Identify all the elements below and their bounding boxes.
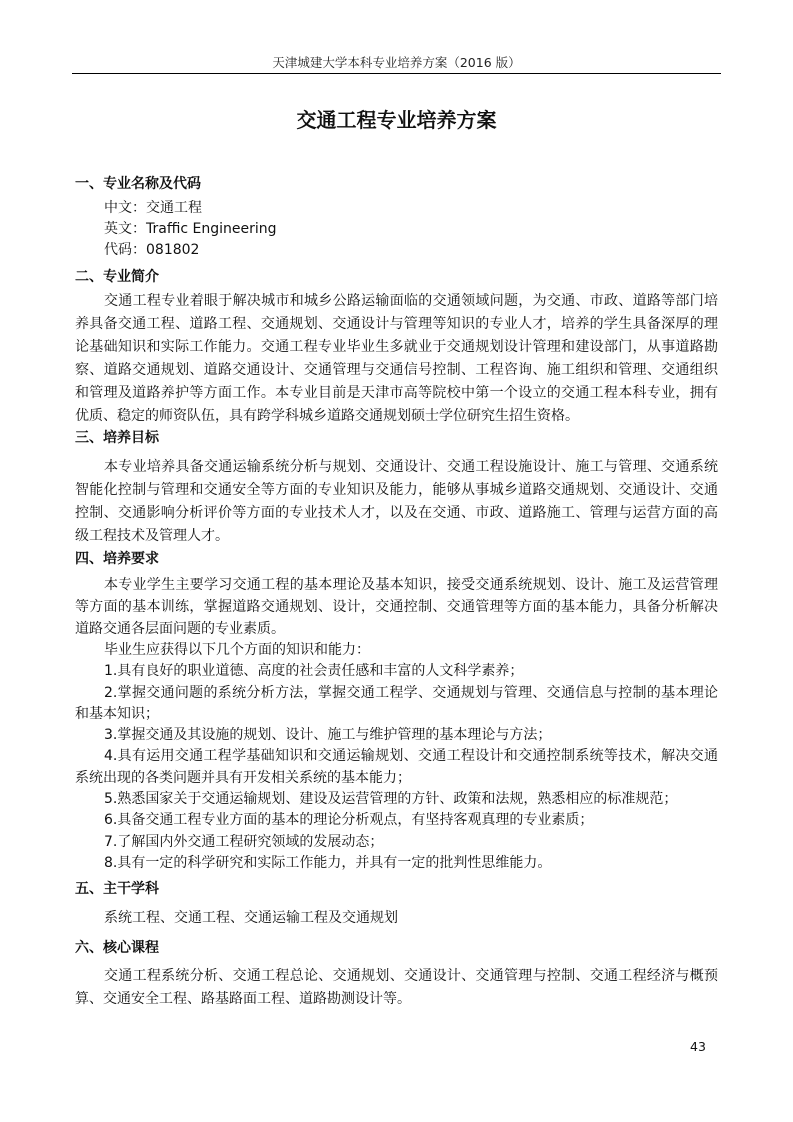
list-intro: 毕业生应获得以下几个方面的知识和能力：: [104, 642, 370, 658]
english-name: 英文：Traffic Engineering: [104, 221, 277, 237]
list-item: 7.了解国内外交通工程研究领域的发展动态；: [104, 833, 384, 850]
major-code: 代码：081802: [104, 242, 200, 258]
page-number: 43: [690, 1039, 706, 1054]
section-heading: 五、主干学科: [75, 881, 159, 897]
list-item: 5.熟悉国家关于交通运输规划、建设及运营管理的方针、政策和法规，熟悉相应的标准规范；: [104, 791, 678, 808]
section-2: [75, 266, 718, 428]
section-heading: 二、专业简介: [75, 269, 159, 285]
list-item: 4.具有运用交通工程学基础知识和交通运输规划、交通工程设计和交通控制系统等技术，解决交通系统出现的各类问题并具有开发相关系统的基本能力；: [75, 748, 718, 786]
section-3: [75, 427, 718, 548]
paragraph: 本专业学生主要学习交通工程的基本理论及基本知识，接受交通系统规划、设计、施工及运营管理等方面的基本训练，掌握道路交通规划、设计，交通控制、交通管理等方面的基本能力，具备分析解决道路交通各层面问题的专业素质。: [75, 577, 718, 637]
list-item: 8.具有一定的科学研究和实际工作能力，并具有一定的批判性思维能力。: [104, 854, 552, 871]
page-title: 交通工程专业培养方案: [296, 108, 497, 132]
paragraph: 本专业培养具备交通运输系统分析与规划、交通设计、交通工程设施设计、施工与管理、交通系统智能化控制与管理和交通安全等方面的专业知识及能力，能够从事城乡道路交通规划、交通设计、交通控制、交通影响分析评价等方面的专业技术人才，以及在交通、市政、道路施工、管理与运营方面的高级工程技术及管理人才。: [75, 459, 718, 544]
paragraph: 交通工程系统分析、交通工程总论、交通规划、交通设计、交通管理与控制、交通工程经济与概预算、交通安全工程、路基路面工程、道路勘测设计等。: [75, 968, 718, 1007]
main-disciplines: 系统工程、交通工程、交通运输工程及交通规划: [104, 910, 398, 926]
header-rule: [72, 73, 721, 74]
paragraph: 交通工程专业着眼于解决城市和城乡公路运输面临的交通领域问题，为交通、市政、道路等部门培养具备交通工程、道路工程、交通规划、交通设计与管理等知识的专业人才，培养的学生具备深厚的理论基础知识和实际工作能力。交通工程专业毕业生多就业于交通规划设计管理和建设部门，从事道路勘察、道路交通规划、道路交通设计、交通管理与交通信号控制、工程咨询、施工组织和管理、交通组织和管理及道路养护等方面工作。本专业目前是天津市高等院校中第一个设立的交通工程本科专业，拥有优质、稳定的师资队伍，具有跨学科城乡道路交通规划硕士学位研究生招生资格。: [75, 293, 718, 424]
list-item: 6.具备交通工程专业方面的基本的理论分析观点，有坚持客观真理的专业素质；: [104, 812, 594, 829]
section-heading: 一、专业名称及代码: [75, 176, 201, 192]
section-5: [75, 878, 718, 929]
section-heading: 四、培养要求: [75, 551, 159, 567]
section-heading: 三、培养目标: [75, 430, 159, 446]
list-item: 1.具有良好的职业道德、高度的社会责任感和丰富的人文科学素养；: [104, 663, 524, 680]
section-1: [75, 173, 718, 261]
section-6: [75, 937, 718, 1011]
section-4: [75, 548, 718, 874]
list-item: 3.掌握交通及其设施的规划、设计、施工与维护管理的基本理论与方法；: [104, 727, 552, 744]
list-item: 2.掌握交通问题的系统分析方法，掌握交通工程学、交通规划与管理、交通信息与控制的基本理论和基本知识；: [75, 684, 718, 722]
section-heading: 六、核心课程: [75, 940, 159, 956]
running-header: 天津城建大学本科专业培养方案（2016 版）: [272, 55, 521, 70]
chinese-name: 中文：交通工程: [104, 200, 202, 216]
